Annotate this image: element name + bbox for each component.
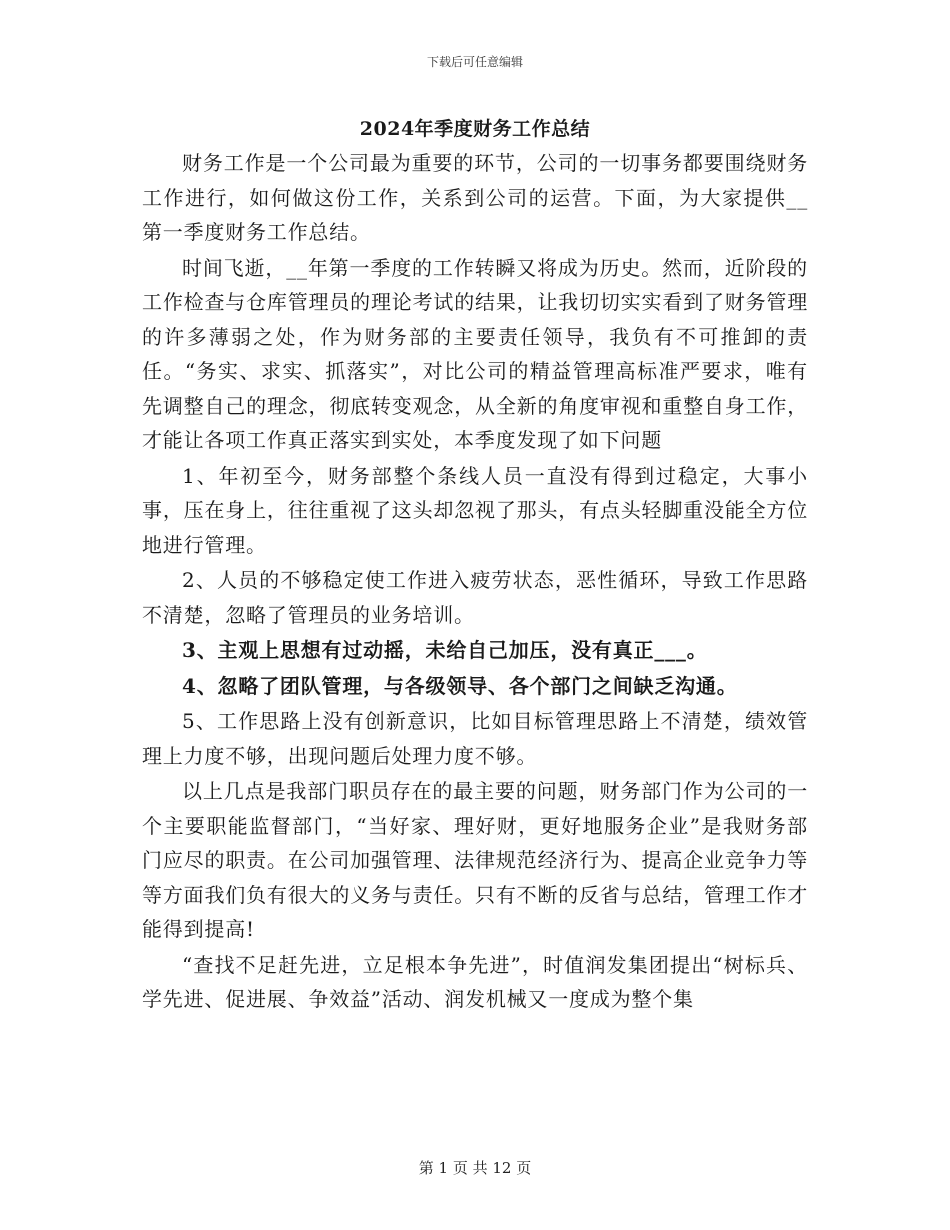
document-title: 2024年季度财务工作总结 (359, 118, 591, 140)
paragraph-issue-3: 3、主观上思想有过动摇，未给自己加压，没有真正___。 (182, 638, 708, 662)
document-body (142, 146, 808, 1018)
paragraph-issue-4: 4、忽略了团队管理，与各级领导、各个部门之间缺乏沟通。 (182, 673, 738, 698)
header-note: 下载后可任意编辑 (426, 55, 523, 69)
paragraph-issue-5: 5、工作思路上没有创新意识，比如目标管理思路上不清楚，绩效管理上力度不够，出现问题后处理力度不够。 (142, 709, 808, 768)
page-footer: 第 1 页 共 12 页 (418, 1159, 532, 1177)
paragraph-campaign: “查找不足赶先进，立足根本争先进”，时值润发集团提出“树标兵、学先进、促进展、争效益”活动、润发机械又一度成为整个集 (142, 952, 808, 1011)
paragraph-review: 时间飞逝，__年第一季度的工作转瞬又将成为历史。然而，近阶段的工作检查与仓库管理员的理论考试的结果，让我切切实实看到了财务管理的许多薄弱之处，作为财务部的主要责任领导，我负有不可推卸的责任。“务实、求实、抓落实”，对比公司的精益管理高标准严要求，唯有先调整自己的理念，彻底转变观念，从全新的角度审视和重整自身工作，才能让各项工作真正落实到实处，本季度发现了如下问题 (142, 255, 808, 452)
paragraph-issue-2: 2、人员的不够稳定使工作进入疲劳状态，恶性循环，导致工作思路不清楚，忽略了管理员的业务培训。 (142, 568, 808, 627)
paragraph-intro: 财务工作是一个公司最为重要的环节，公司的一切事务都要围绕财务工作进行，如何做这份工作，关系到公司的运营。下面，为大家提供__第一季度财务工作总结。 (142, 151, 808, 244)
paragraph-issue-1: 1、年初至今，财务部整个条线人员一直没有得到过稳定，大事小事，压在身上，往往重视了这头却忽视了那头，有点头轻脚重没能全方位地进行管理。 (142, 463, 808, 557)
paragraph-summary: 以上几点是我部门职员存在的最主要的问题，财务部门作为公司的一个主要职能监督部门，“当好家、理好财，更好地服务企业”是我财务部门应尽的职责。在公司加强管理、法律规范经济行为、提高企业竞争力等等方面我们负有很大的义务与责任。只有不断的反省与总结，管理工作才能得到提高! (142, 779, 808, 941)
